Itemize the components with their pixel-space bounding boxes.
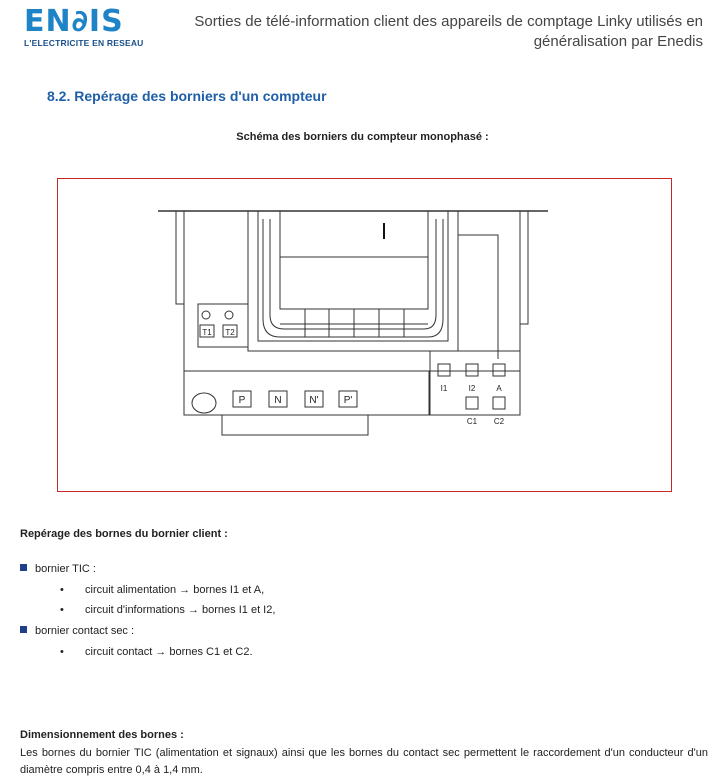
list-item [60,584,264,596]
terminal-label-n: N [274,395,282,406]
dimension-paragraph: Les bornes du bornier TIC (alimentation et signaux) ainsi que les bornes du contact sec permettent le raccordement d'un conducteur d'un diamètre compris entre 0,4 à 1,4 mm. [20,747,708,776]
list-item-text: circuit alimentation → bornes I1 et A, [85,584,265,596]
meter-terminal-diagram [57,178,672,492]
terminal-schematic [58,179,673,493]
list-item [60,646,253,658]
section-heading: 8.2. Repérage des borniers d'un compteur [47,88,327,104]
list-item-bornier-tic [20,563,96,575]
figure-caption: Schéma des borniers du compteur monophasé : [236,131,489,143]
terminal-label-t1: T1 [202,328,212,337]
list-item-bornier-contact-sec [20,625,134,637]
terminal-label-t2: T2 [225,328,235,337]
terminal-label-c2: C2 [493,417,505,426]
square-bullet-icon [20,564,27,571]
logo-tagline: L'ELECTRICITE EN RESEAU [24,38,144,48]
bullet-dot-icon: • [60,604,64,616]
document-title: Sorties de télé-information client des appareils de comptage Linky utilisés en généralisation par Enedis [194,13,703,50]
list-item-label: bornier TIC : [35,563,96,575]
terminal-label-c1: C1 [466,417,478,426]
terminal-label-i2: I2 [468,384,476,393]
bullet-dot-icon: • [60,646,64,658]
dimension-heading: Dimensionnement des bornes : [20,729,184,741]
square-bullet-icon [20,626,27,633]
list-item-text: circuit contact → bornes C1 et C2. [85,646,253,658]
enedis-logo [24,4,124,39]
list-item [60,604,275,616]
bornes-heading: Repérage des bornes du bornier client : [20,528,228,540]
terminal-label-a: A [496,384,502,393]
list-item-text: circuit d'informations → bornes I1 et I2, [85,604,276,616]
list-item-label: bornier contact sec : [35,625,135,637]
terminal-label-p-prime: P' [343,395,353,406]
terminal-label-p: P [238,395,246,406]
bullet-dot-icon: • [60,584,64,596]
terminal-label-i1: I1 [440,384,448,393]
logo-text: EN∂IS [24,4,124,39]
terminal-label-n-prime: N' [309,395,319,406]
